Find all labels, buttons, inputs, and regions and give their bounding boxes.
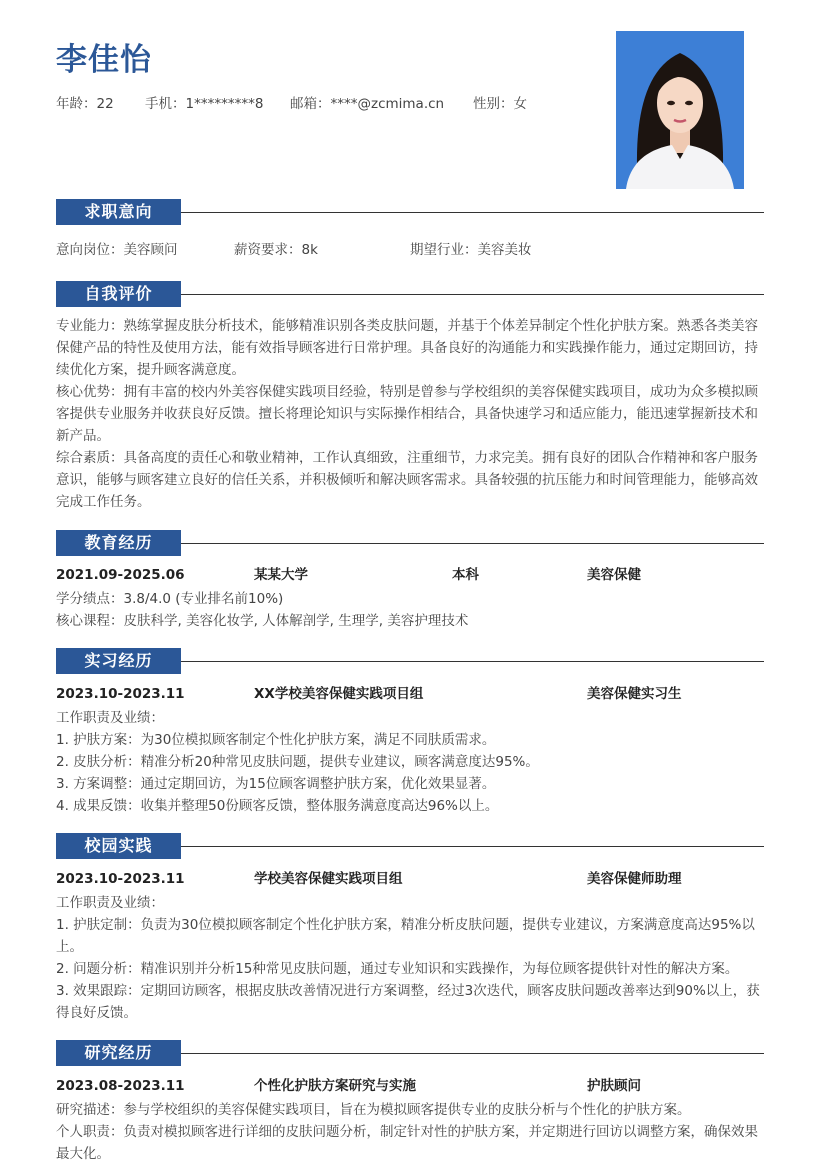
research-details [56, 1099, 766, 1165]
self-eval-paragraph: 专业能力：熟练掌握皮肤分析技术，能够精准识别各类皮肤问题，并基于个体差异制定个性化护肤方案。熟悉各类美容保健产品的特性及使用方法，能有效指导顾客进行日常护理。具备良好的沟通能力和实践操作能力，通过定期回访，持续优化方案，提升顾客满意度。 [56, 318, 758, 378]
gpa: 学分绩点：3.8/4.0 (专业排名前10%) [56, 591, 284, 607]
self-eval-paragraph: 综合素质：具备高度的责任心和敬业精神，工作认真细致，注重细节，力求完美。拥有良好的团队合作精神和客户服务意识，能够与顾客建立良好的信任关系，并积极倾听和解决顾客需求。具备较强的抗压能力和时间管理能力，能够高效完成工作任务。 [56, 450, 758, 510]
divider [181, 294, 764, 295]
section-campus [56, 833, 764, 859]
duty-item: 2. 问题分析：精准识别并分析15种常见皮肤问题，通过专业知识和实践操作，为每位顾客提供针对性的解决方案。 [56, 961, 739, 977]
section-self-eval [56, 281, 764, 307]
campus-role: 美容保健师助理 [587, 871, 682, 887]
major: 美容保健 [587, 567, 641, 583]
divider [181, 846, 764, 847]
internship-role: 美容保健实习生 [587, 686, 682, 702]
research-duty: 个人职责：负责对模拟顾客进行详细的皮肤问题分析，制定针对性的护肤方案，并定期进行回访以调整方案，确保效果最大化。 [56, 1124, 758, 1162]
divider [181, 1053, 764, 1054]
research-period: 2023.08-2023.11 [56, 1078, 185, 1094]
duty-item: 2. 皮肤分析：精准分析20种常见皮肤问题，提供专业建议，顾客满意度达95%。 [56, 754, 539, 770]
section-title: 研究经历 [56, 1040, 181, 1066]
research-description: 研究描述：参与学校组织的美容保健实践项目，旨在为模拟顾客提供专业的皮肤分析与个性化的护肤方案。 [56, 1102, 691, 1118]
internship-details [56, 707, 766, 817]
section-education [56, 530, 764, 556]
research-role: 护肤顾问 [587, 1078, 641, 1094]
campus-details [56, 892, 766, 1024]
section-title: 教育经历 [56, 530, 181, 556]
intended-position: 意向岗位：美容顾问 [56, 242, 178, 258]
internship-org: XX学校美容保健实践项目组 [254, 686, 424, 702]
school-name: 某某大学 [254, 567, 308, 583]
degree: 本科 [452, 567, 479, 583]
section-title: 校园实践 [56, 833, 181, 859]
section-job-intent [56, 199, 764, 225]
duty-item: 1. 护肤方案：为30位模拟顾客制定个性化护肤方案，满足不同肤质需求。 [56, 732, 496, 748]
section-title: 自我评价 [56, 281, 181, 307]
section-research [56, 1040, 764, 1066]
email: 邮箱：****@zcmima.cn [290, 96, 445, 112]
research-project: 个性化护肤方案研究与实施 [254, 1078, 416, 1094]
duties-intro: 工作职责及业绩： [56, 895, 164, 911]
campus-period: 2023.10-2023.11 [56, 871, 185, 887]
divider [181, 543, 764, 544]
divider [181, 212, 764, 213]
education-period: 2021.09-2025.06 [56, 567, 185, 583]
duty-item: 3. 方案调整：通过定期回访，为15位顾客调整护肤方案，优化效果显著。 [56, 776, 496, 792]
core-courses: 核心课程：皮肤科学, 美容化妆学, 人体解剖学, 生理学, 美容护理技术 [56, 613, 469, 629]
internship-period: 2023.10-2023.11 [56, 686, 185, 702]
section-title: 求职意向 [56, 199, 181, 225]
candidate-name: 李佳怡 [56, 42, 152, 78]
age: 年龄：22 [56, 96, 114, 112]
section-title: 实习经历 [56, 648, 181, 674]
section-internship [56, 648, 764, 674]
self-eval-text [56, 315, 766, 513]
phone: 手机：1*********8 [145, 96, 264, 112]
duties-intro: 工作职责及业绩： [56, 710, 164, 726]
profile-photo [616, 31, 744, 189]
salary-expectation: 薪资要求：8k [234, 242, 318, 258]
campus-org: 学校美容保健实践项目组 [254, 871, 403, 887]
gender: 性别：女 [473, 96, 527, 112]
duty-item: 4. 成果反馈：收集并整理50份顾客反馈，整体服务满意度高达96%以上。 [56, 798, 499, 814]
duty-item: 1. 护肤定制：负责为30位模拟顾客制定个性化护肤方案，精准分析皮肤问题，提供专业建议，方案满意度高达95%以上。 [56, 917, 755, 955]
self-eval-paragraph: 核心优势：拥有丰富的校内外美容保健实践项目经验，特别是曾参与学校组织的美容保健实践项目，成功为众多模拟顾客提供专业服务并收获良好反馈。擅长将理论知识与实际操作相结合，具备快速学习和适应能力，能迅速掌握新技术和新产品。 [56, 384, 758, 444]
divider [181, 661, 764, 662]
expected-industry: 期望行业：美容美妆 [410, 242, 532, 258]
duty-item: 3. 效果跟踪：定期回访顾客，根据皮肤改善情况进行方案调整，经过3次迭代，顾客皮肤问题改善率达到90%以上，获得良好反馈。 [56, 983, 760, 1021]
